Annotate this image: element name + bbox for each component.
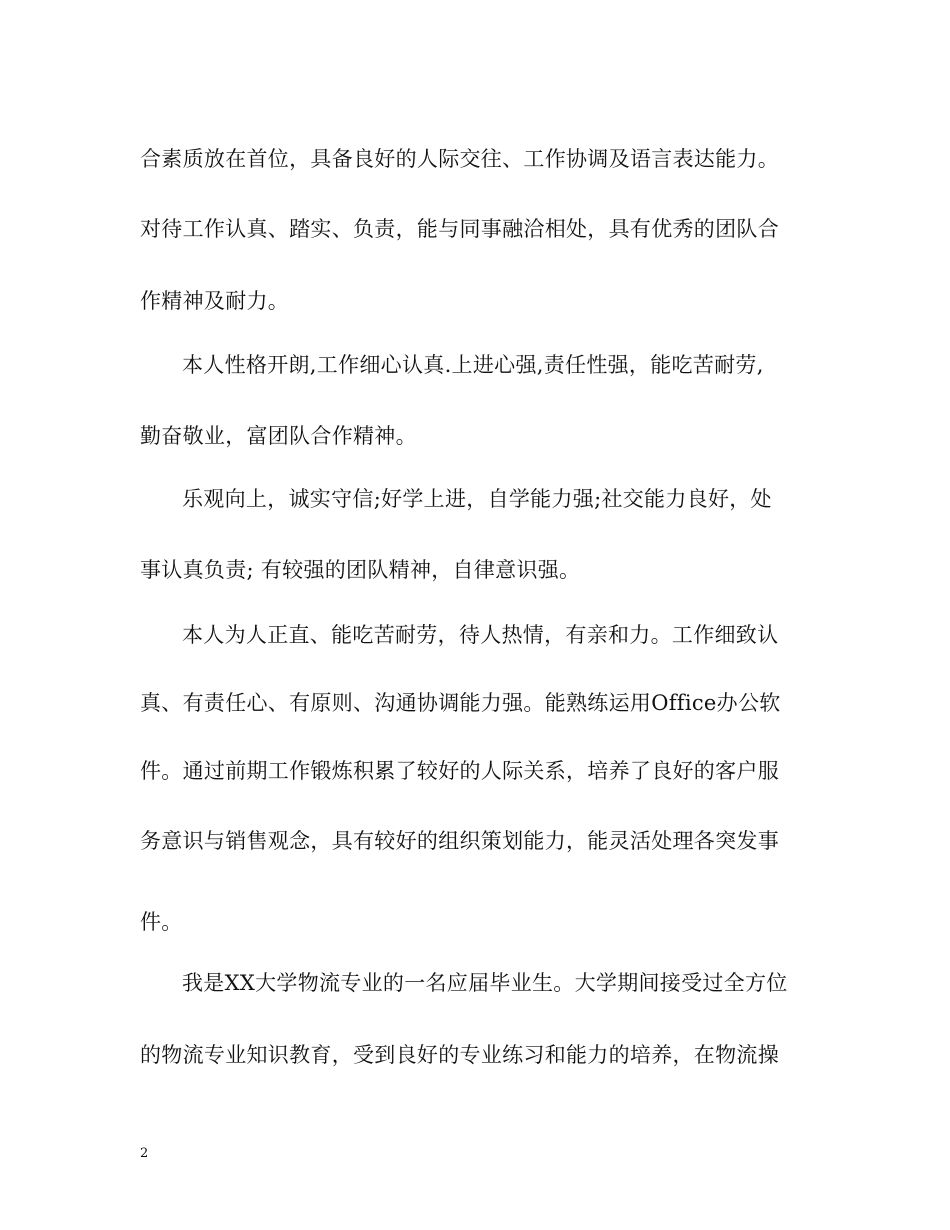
text-line: 件。通过前期工作锻炼积累了较好的人际关系，培养了良好的客户服 bbox=[140, 759, 779, 783]
text-line: 真、有责任心、有原则、沟通协调能力强。能熟练运用Office办公软 bbox=[140, 691, 781, 715]
text-line: 对待工作认真、踏实、负责，能与同事融洽相处，具有优秀的团队合 bbox=[140, 217, 779, 241]
text-line: 务意识与销售观念，具有较好的组织策划能力，能灵活处理各突发事 bbox=[140, 829, 779, 853]
text-line: 事认真负责; 有较强的团队精神，自律意识强。 bbox=[140, 558, 581, 582]
text-line: 我是XX大学物流专业的一名应届毕业生。大学期间接受过全方位 bbox=[182, 971, 788, 995]
text-line: 本人为人正直、能吃苦耐劳，待人热情，有亲和力。工作细致认 bbox=[182, 623, 779, 647]
text-line: 件。 bbox=[140, 910, 183, 934]
text-line: 的物流专业知识教育，受到良好的专业练习和能力的培养，在物流操 bbox=[140, 1043, 779, 1067]
text-line: 合素质放在首位，具备良好的人际交往、工作协调及语言表达能力。 bbox=[140, 147, 779, 171]
text-line: 作精神及耐力。 bbox=[140, 289, 290, 313]
text-line: 勤奋敬业，富团队合作精神。 bbox=[140, 424, 417, 448]
text-line: 乐观向上，诚实守信;好学上进，自学能力强;社交能力良好，处 bbox=[182, 487, 772, 511]
text-line: 本人性格开朗,工作细心认真.上进心强,责任性强，能吃苦耐劳, bbox=[182, 353, 764, 377]
page-number: 2 bbox=[140, 1146, 149, 1161]
